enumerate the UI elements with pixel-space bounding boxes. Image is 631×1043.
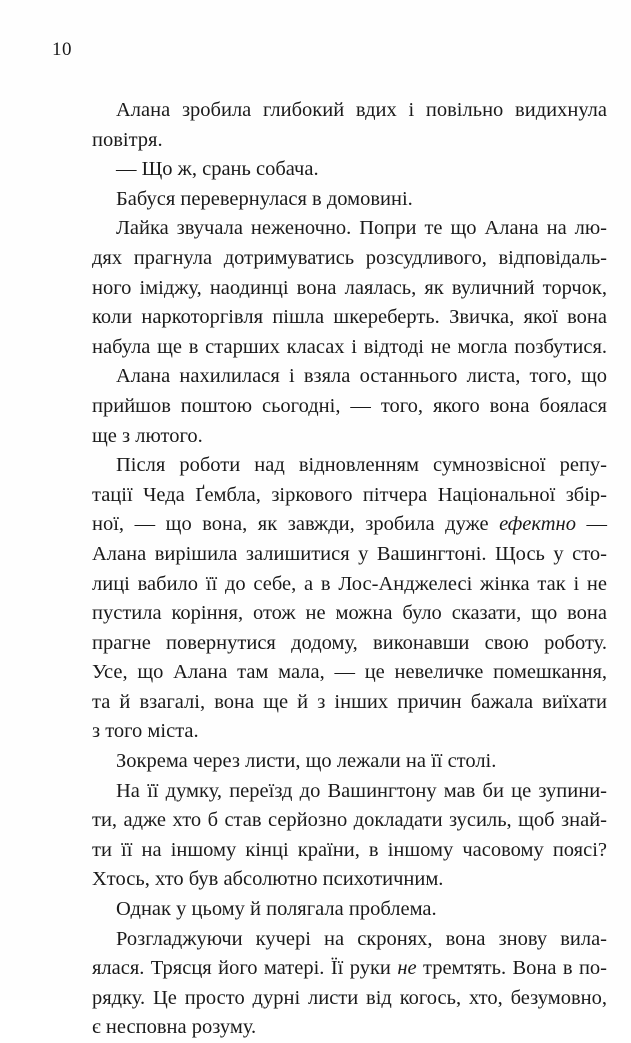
text-line: рядку. Це просто дурні листи від когось, хто, безумовно, (92, 986, 607, 1009)
text-line: дях прагнула дотримуватись розсудливого, відповідаль- (92, 246, 607, 269)
text-line: Розгладжуючи кучері на скронях, вона знову вила- (116, 927, 607, 950)
text-line: Хтось, хто був абсолютно психотичним. (92, 868, 444, 891)
text-line: Однак у цьому й полягала проблема. (116, 898, 437, 921)
text-line: ти її на іншому кінці країни, в іншому часовому поясі? (92, 838, 607, 861)
text-line: лиці вабило її до себе, а в Лос-Анджелесі жінка так і не (92, 572, 607, 595)
text-line: набула ще в старших класах і відтоді не могла позбутися. (92, 335, 607, 358)
text-line: ти, адже хто б став серйозно докладати зусиль, щоб знай- (92, 809, 607, 832)
text-line: з того міста. (92, 720, 199, 743)
body-text (92, 96, 607, 1043)
text-line: повітря. (92, 128, 163, 151)
text-line: коли наркоторгівля пішла шкереберть. Звичка, якої вона (92, 306, 607, 329)
text-line: та й взагалі, вона ще й з інших причин бажала виїхати (92, 690, 607, 713)
emphasized-word: ефектно (499, 513, 576, 536)
text-line: пустила коріння, отож не можна було сказати, що вона (92, 602, 607, 625)
text-line: прагне повернутися додому, виконавши свою роботу. (92, 631, 607, 654)
text-line: На її думку, переїзд до Вашингтону мав би це зупини- (116, 779, 607, 802)
text-line: ще з лютого. (92, 424, 203, 447)
text-line: Алана вирішила залишитися у Вашингтоні. Щось у сто- (92, 542, 607, 565)
text-line: ялася. Трясця його матері. Її руки не тремтять. Вона в по- (92, 957, 607, 980)
text-line: Алана нахилилася і взяла останнього листа, того, що (116, 365, 607, 388)
text-line: Усе, що Алана там мала, — це невеличке помешкання, (92, 661, 607, 684)
text-line: Лайка звучала неженочно. Попри те що Алана на лю- (116, 217, 607, 240)
text-line: ного іміджу, наодинці вона лаялась, як вуличний торчок, (92, 276, 607, 299)
text-line: — Що ж, срань собача. (116, 158, 319, 181)
text-line: прийшов поштою сьогодні, — того, якого вона боялася (92, 394, 607, 417)
text-line: є несповна розуму. (92, 1016, 257, 1039)
text-line: ної, — що вона, як завжди, зробила дуже ефектно — (92, 513, 608, 536)
text-line: Після роботи над відновленням сумнозвісної репу- (116, 454, 607, 477)
page-number: 10 (52, 39, 72, 60)
text-line: Зокрема через листи, що лежали на її столі. (116, 750, 497, 773)
text-line: Алана зробила глибокий вдих і повільно видихнула (116, 99, 607, 121)
emphasized-word: не (397, 957, 417, 980)
text-line: Бабуся перевернулася в домовині. (116, 187, 413, 210)
text-line: тації Чеда Ґембла, зіркового пітчера Національної збір- (92, 483, 607, 506)
